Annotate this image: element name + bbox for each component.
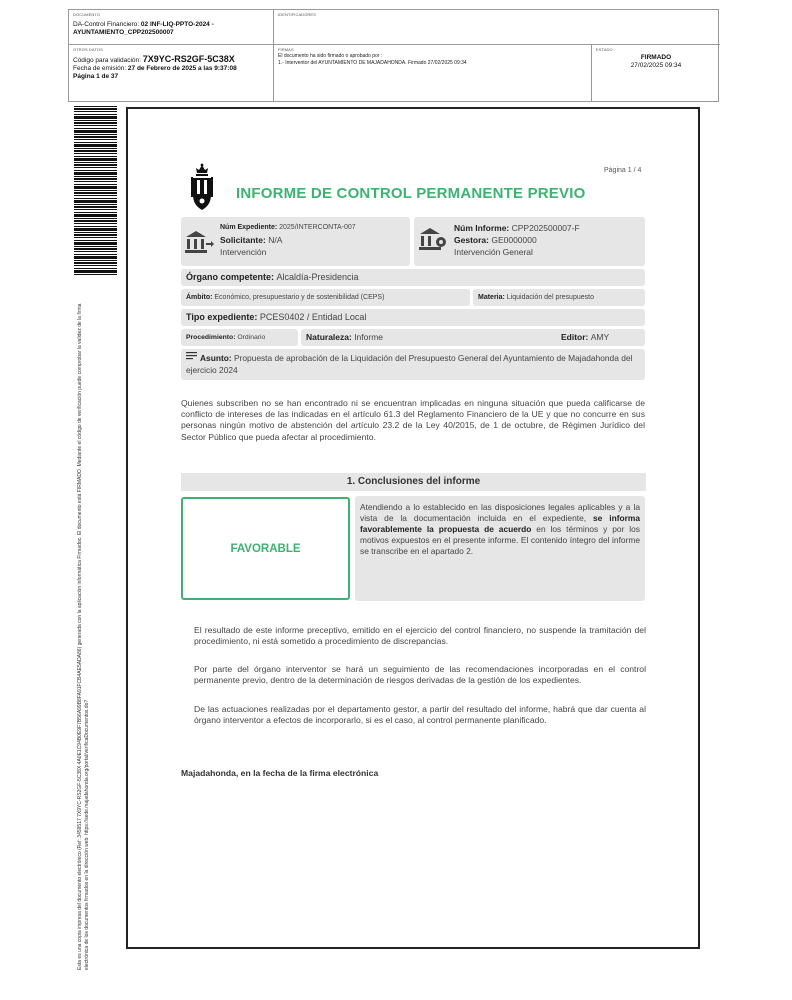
page-count: Página 1 de 37: [73, 73, 119, 80]
favorable-verdict-box: [181, 497, 350, 600]
solicitante-dept: Intervención: [220, 247, 267, 257]
identificadores-caption: IDENTIFICADORES: [278, 12, 316, 17]
conclusion-bold: se informa favorablemente la propuesta de acuerdo: [360, 513, 640, 534]
firmas-cell: [274, 45, 592, 102]
documento-id: 02 INF-LIQ-PPTO-2024 -AYUNTAMIENTO_CPP202500007: [73, 21, 214, 36]
firmas-line-2: 1.- Interventor del AYUNTAMIENTO DE MAJADAHONDA. Firmado 27/02/2025 09:34: [278, 59, 467, 66]
ambito-box: Ámbito: Económico, presupuestario y de sostenibilidad (CEPS): [181, 289, 470, 306]
informe-box: [414, 217, 645, 266]
gestora-line: Gestora: GE0000000: [454, 235, 537, 245]
emission-date: 27 de Febrero de 2025 a las 9:37:08: [127, 65, 237, 72]
paragraph-result: El resultado de este informe preceptivo, emitido en el ejercicio del control financiero, no suspende la tramitación del procedimiento, ni está sometido a procedimiento de discrepancias.: [194, 625, 646, 647]
conclusions-heading: 1. Conclusiones del informe: [181, 473, 646, 491]
paragraph-actions: De las actuaciones realizadas por el departamento gestor, a partir del resultado del informe, habrá que dar cuenta al órgano interventor a efectos de incorporarlo, si es el caso, al control permanente planificado.: [194, 704, 646, 726]
barcode: [74, 106, 117, 276]
otros-datos-cell: [69, 45, 274, 102]
conclusion-text-box: Atendiendo a lo establecido en las disposiciones legales aplicables y a la vista de la documentación incluida en el expediente, se informa favorablemente la propuesta de acuerdo en los términos y por los motivos expuestos en el presente informe. El contenido íntegro del informe se transcribe en el apartado 2.: [355, 496, 645, 601]
estado-date: 27/02/2025 09:34: [630, 62, 682, 69]
verification-side-note: Esta es una copia impresa del documento electrónico (Ref: 3459517 7X9YC-RS2GF-5C38X 4A0E1C94B0E9F7B56A99B8FA91FCB4AE5ADA86) generada con la aplicación informática Firmadoc. El documento está FIRMADO. Mediante el código de verificación puede comprobar la validez de la firma electrónica de los documentos firmados en la dirección web: https://sede.majadahonda.org/portal/verificaDocumentos.do?: [77, 303, 90, 970]
organo-box: Órgano competente: Alcaldía-Presidencia: [181, 269, 645, 286]
signature-line: Majadahonda, en la fecha de la firma electrónica: [181, 768, 379, 778]
documento-caption: DOCUMENTO: [73, 12, 101, 17]
emission-label: Fecha de emisión:: [73, 65, 128, 72]
procedimiento-box: Procedimiento: Ordinario: [181, 329, 298, 346]
validation-line: [73, 55, 269, 65]
emission-line: [73, 65, 269, 73]
conflict-of-interest-paragraph: Quienes subscriben no se han encontrado ni se encuentran implicadas en ninguna situación que pueda calificarse de conflicto de intereses de las indicadas en el artículo 61.3 del Reglamento Financiero de la UE y que no concurre en sus personas ningún motivo de abstención del artículo 23.2 de la Ley 40/2015, de 1 de octubre, de Régimen Jurídico del Sector Público que pueda afectar al procedimiento.: [181, 398, 645, 442]
verdict-label: FAVORABLE: [230, 542, 301, 555]
bank-arrow-icon: [184, 229, 214, 255]
gestora-dept: Intervención General: [454, 247, 533, 257]
identificadores-cell: [274, 10, 720, 45]
expediente-line: Núm Expediente: 2025/INTERCONTA-007: [220, 224, 356, 231]
validation-code: 7X9YC-RS2GF-5C38X: [142, 54, 235, 64]
estado-cell: [592, 45, 720, 102]
page-number: Página 1 / 4: [604, 167, 642, 174]
tipo-expediente-box: Tipo expediente: PCES0402 / Entidad Local: [181, 309, 645, 326]
otros-caption: OTROS DATOS: [73, 47, 103, 52]
estado-caption: ESTADO: [596, 47, 613, 52]
documento-cell: [69, 10, 274, 45]
expediente-box: [181, 217, 410, 266]
lines-icon: [186, 352, 197, 360]
naturaleza-box: Naturaleza: Informe Editor: AMY: [301, 329, 645, 346]
documento-prefix: DA-Control Financiero:: [73, 21, 141, 28]
firmas-caption: FIRMAS: [278, 47, 294, 52]
firmas-line-1: El documento ha sido firmado o aprobado por :: [278, 53, 383, 59]
editor-field: Editor: AMY: [561, 332, 610, 342]
paragraph-follow-up: Por parte del órgano interventor se hará un seguimiento de las recomendaciones incorporadas en el control permanente previo, dentro de la determinación de riesgos derivadas de la gestión de los expedientes.: [194, 664, 646, 686]
materia-box: Materia: Liquidación del presupuesto: [473, 289, 645, 306]
documento-value: [73, 21, 269, 37]
coat-of-arms-icon: [189, 163, 215, 213]
asunto-box: Asunto: Propuesta de aprobación de la Liquidación del Presupuesto General del Ayuntamiento de Majadahonda del ejercicio 2024: [181, 349, 645, 380]
estado-value: FIRMADO: [640, 54, 672, 61]
informe-line: Núm Informe: CPP202500007-F: [454, 223, 580, 233]
solicitante-line: Solicitante: N/A: [220, 235, 283, 245]
bank-gear-icon: [418, 226, 448, 252]
page-title: INFORME DE CONTROL PERMANENTE PREVIO: [236, 185, 586, 202]
validation-label: Código para validación:: [73, 57, 143, 64]
document-metadata-table: [68, 9, 719, 102]
